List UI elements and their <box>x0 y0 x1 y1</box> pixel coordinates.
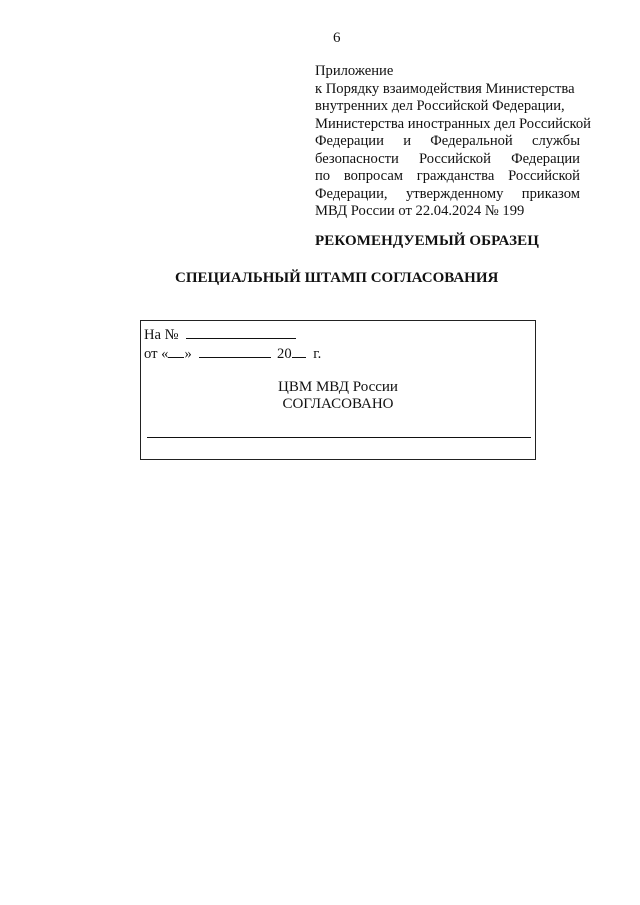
appendix-line: внутренних дел Российской Федерации, <box>315 98 565 114</box>
signature-line <box>147 437 531 438</box>
date-mid: » <box>184 346 192 362</box>
appendix-line: Министерства иностранных дел Российской <box>315 115 591 132</box>
stamp-title: СПЕЦИАЛЬНЫЙ ШТАМП СОГЛАСОВАНИЯ <box>175 270 499 286</box>
day-blank <box>168 344 184 358</box>
page-number: 6 <box>333 30 341 46</box>
stamp-organization: ЦВМ МВД России <box>278 379 398 395</box>
appendix-line: Федерации и Федеральной службы <box>315 133 580 149</box>
sample-label: РЕКОМЕНДУЕМЫЙ ОБРАЗЕЦ <box>315 233 539 249</box>
appendix-line: к Порядку взаимодействия Министерства <box>315 80 575 97</box>
stamp-date-row <box>144 344 321 363</box>
appendix-line: Федерации, утвержденному приказом <box>315 185 580 202</box>
stamp-number-row <box>144 325 296 344</box>
appendix-line: по вопросам гражданства Российской <box>315 168 580 184</box>
appendix-line: безопасности Российской Федерации <box>315 150 580 167</box>
date-prefix: от « <box>144 346 169 362</box>
year-prefix: 20 <box>277 346 292 362</box>
appendix-line: Приложение <box>315 63 394 79</box>
number-prefix: На № <box>144 327 179 343</box>
stamp-approved: СОГЛАСОВАНО <box>282 396 394 412</box>
year-suffix: г. <box>313 346 322 362</box>
approval-stamp <box>140 320 536 460</box>
year-blank <box>292 344 306 358</box>
month-blank <box>199 344 271 358</box>
appendix-line: МВД России от 22.04.2024 № 199 <box>315 203 525 219</box>
number-blank <box>186 325 296 339</box>
appendix-header <box>315 63 591 221</box>
